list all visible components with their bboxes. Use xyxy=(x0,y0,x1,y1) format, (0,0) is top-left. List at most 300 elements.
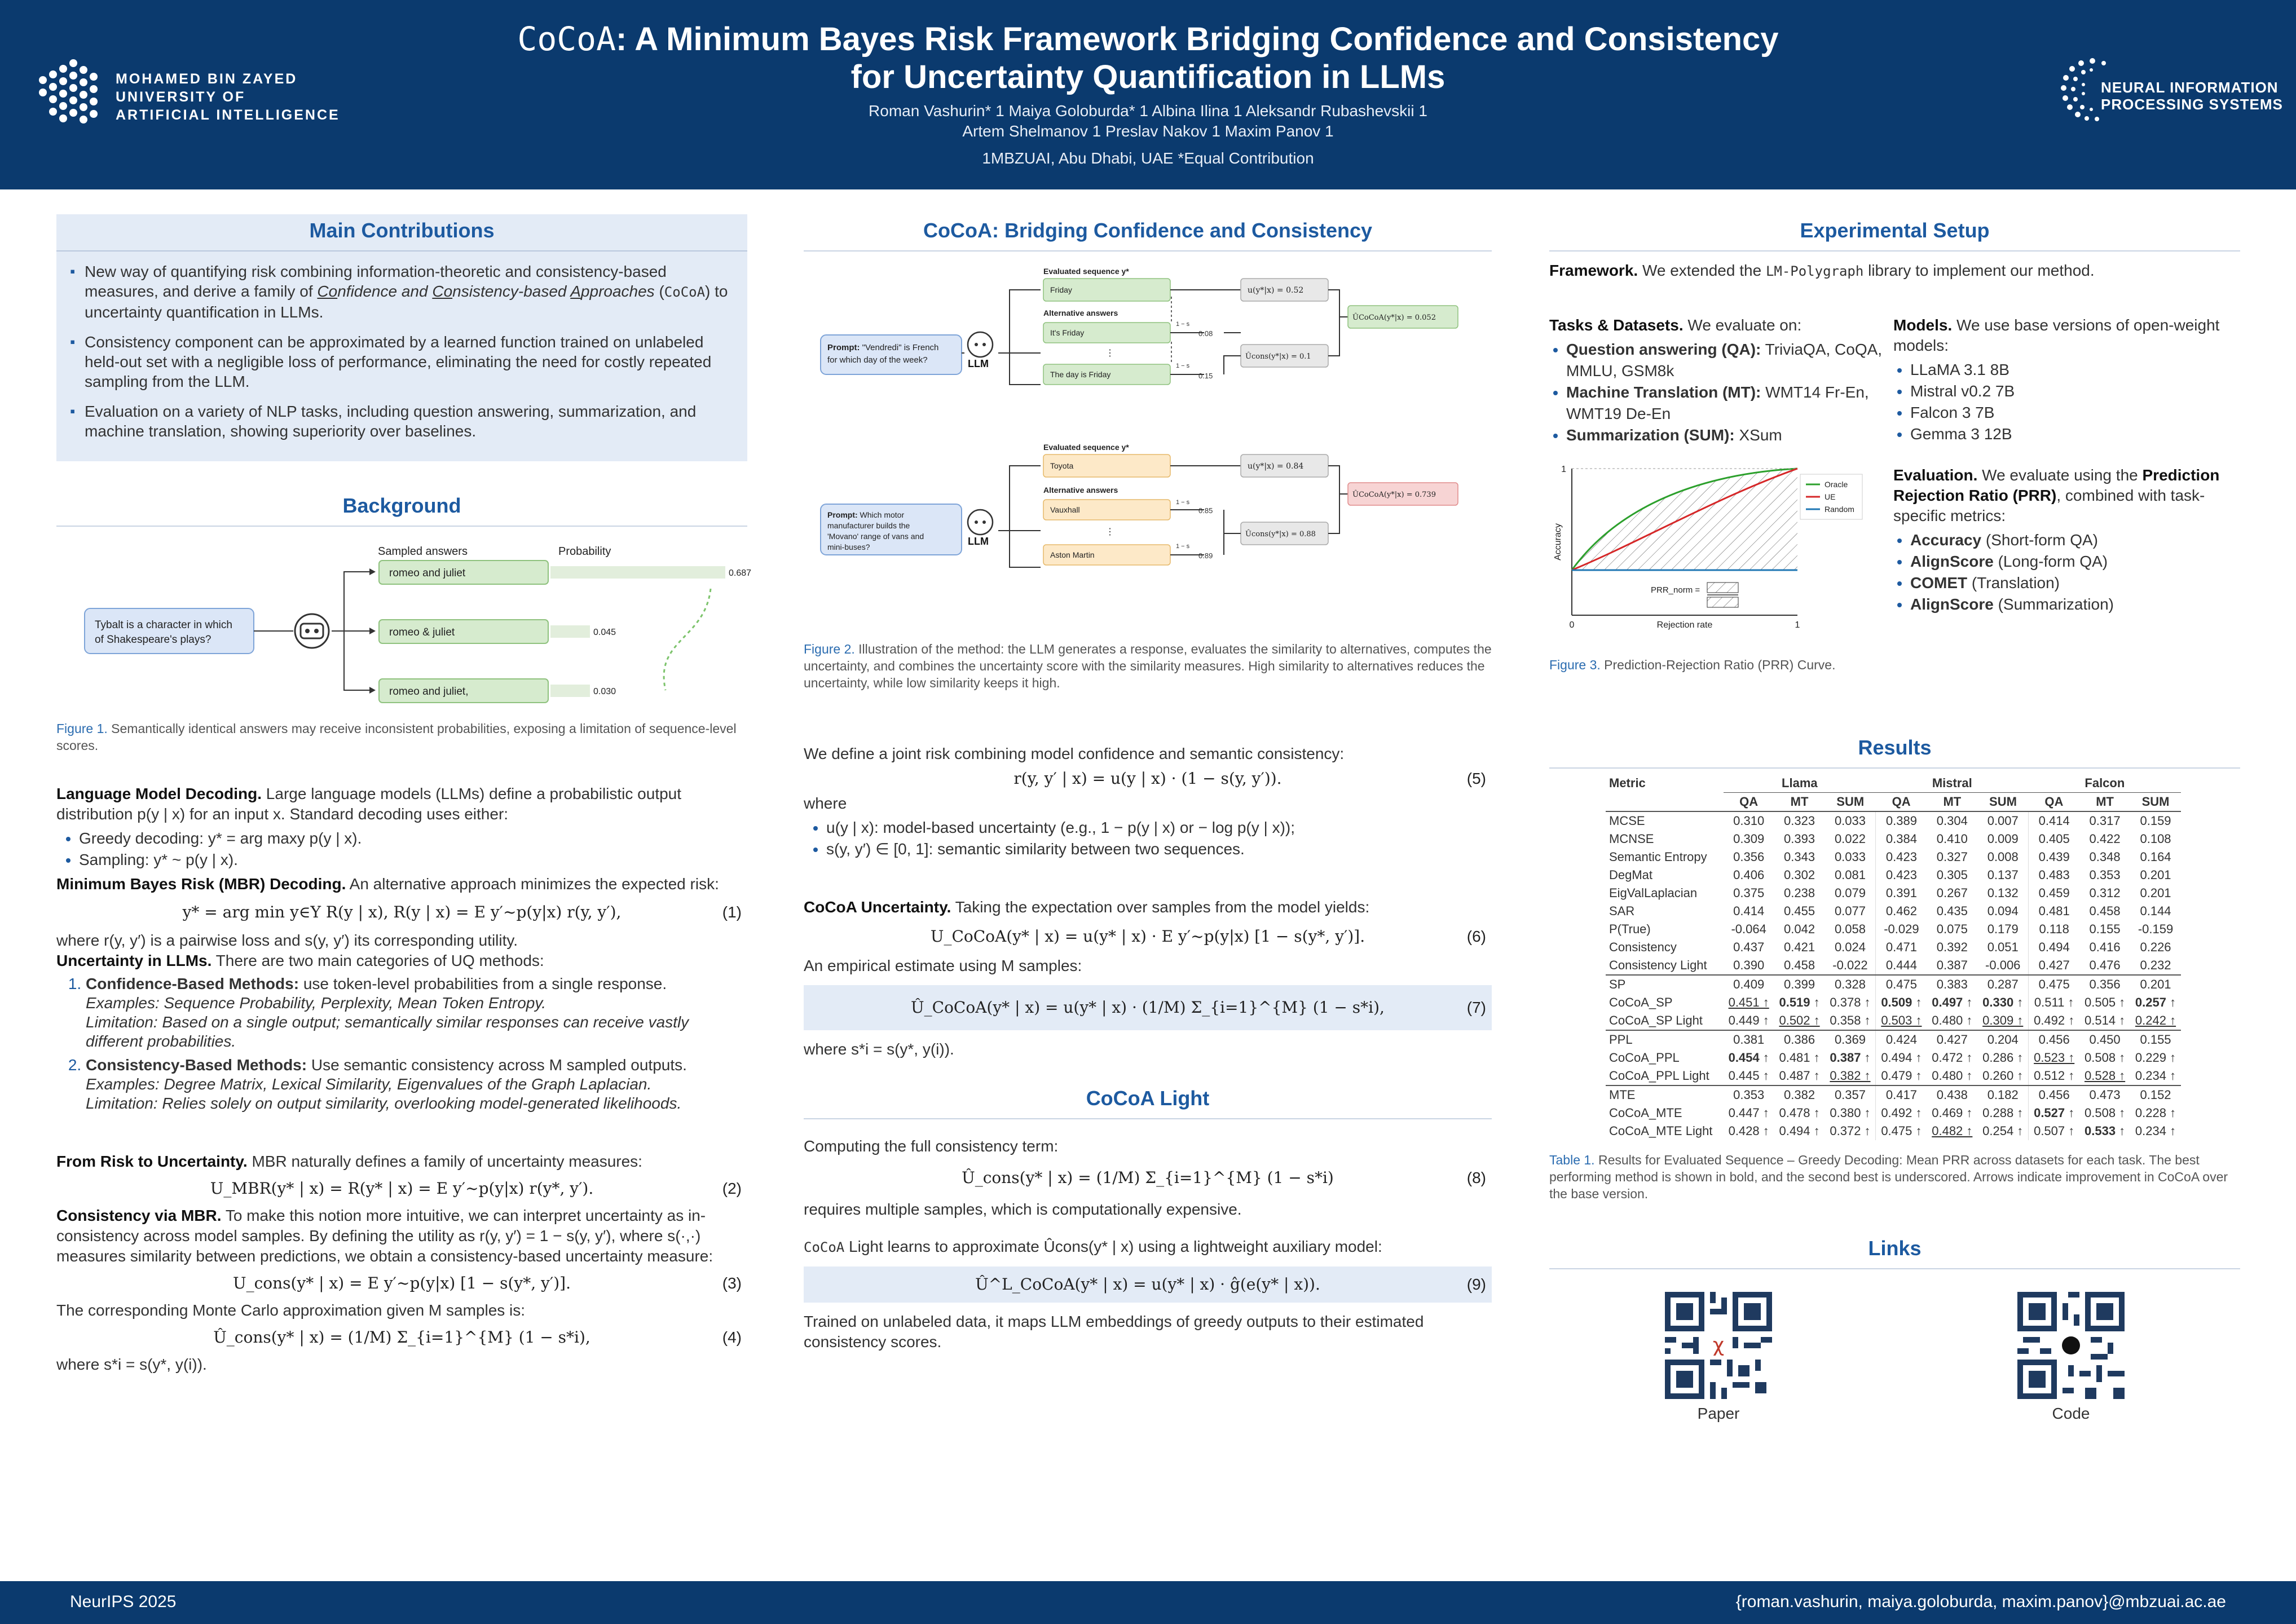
fig2-robot-icon-top xyxy=(968,332,993,357)
poster-title-line1: CoCoA: A Minimum Bayes Risk Framework Bridging Confidence and Consistency xyxy=(517,20,1779,58)
svg-text:1: 1 xyxy=(1795,620,1800,630)
poster-header xyxy=(0,0,2296,189)
authors-line2: Artem Shelmanov 1 Preslav Nakov 1 Maxim Panov 1 xyxy=(962,122,1334,140)
table-cell: 0.494 ↑ xyxy=(1779,1124,1820,1138)
mbr-paragraph: Minimum Bayes Risk (MBR) Decoding. An alternative approach minimizes the expected risk: xyxy=(56,875,719,893)
table-cell: 0.480 ↑ xyxy=(1932,1013,1973,1027)
table-cell: 0.450 xyxy=(2079,1030,2130,1049)
equation-4: Û_cons(y* | x) = (1/M) Σ_{i=1}^{M} (1 − s*i), (4) xyxy=(213,1328,742,1347)
table-cell: 0.444 xyxy=(1876,956,1927,975)
affiliation: 1MBZUAI, Abu Dhabi, UAE *Equal Contribution xyxy=(982,149,1314,167)
svg-text:ÛCoCoA(y*|x) = 0.739: ÛCoCoA(y*|x) = 0.739 xyxy=(1352,491,1436,499)
table-cell: 0.438 xyxy=(1927,1085,1977,1104)
lm-decoding-paragraph: Language Model Decoding. Large language models (LLMs) define a probabilistic output distribution p(y | x) for an input x. Standard decoding uses either: xyxy=(56,785,682,823)
metric-name: PPL xyxy=(1606,1030,1724,1049)
table-cell: 0.514 ↑ xyxy=(2085,1013,2126,1027)
table-row xyxy=(1606,848,2181,866)
table-cell: 0.479 ↑ xyxy=(1876,1067,1927,1085)
svg-text:Random: Random xyxy=(1825,505,1854,514)
main-contributions-box xyxy=(56,214,747,461)
qr-icon xyxy=(1665,1292,1772,1399)
table-cell: 0.304 xyxy=(1927,811,1977,830)
table-cell: 0.476 xyxy=(2089,958,2121,972)
table-cell: 0.051 xyxy=(1987,940,2019,954)
table-cell: 0.254 ↑ xyxy=(1982,1124,2024,1138)
table-cell: 0.312 xyxy=(2089,886,2121,900)
neurips-logo-text: NEURAL INFORMATION PROCESSING SYSTEMS xyxy=(2101,79,2283,113)
metric-name: MTE xyxy=(1606,1085,1724,1104)
table-cell: 0.451 ↑ xyxy=(1728,995,1769,1009)
table-cell: 0.511 ↑ xyxy=(2029,994,2079,1012)
table-cell: 0.357 xyxy=(1825,1085,1876,1104)
svg-text:0: 0 xyxy=(1569,620,1575,630)
table-cell: 0.454 ↑ xyxy=(1728,1051,1769,1065)
section-heading-setup: Experimental Setup xyxy=(1549,214,2240,251)
svg-text:1 − s: 1 − s xyxy=(1176,543,1190,550)
setup-two-columns xyxy=(1549,315,2240,686)
model-item: • Gemma 3 12B xyxy=(1910,423,2240,445)
table-row xyxy=(1606,1104,2181,1122)
fig2-alternative-label-top: Alternative answers xyxy=(1043,308,1118,317)
table-cell: 0.081 xyxy=(1834,868,1866,882)
table-cell: 0.369 xyxy=(1825,1030,1876,1049)
table-row xyxy=(1606,902,2181,920)
table-row xyxy=(1606,1085,2181,1104)
table-cell: 0.330 ↑ xyxy=(1982,995,2024,1009)
where-item: • u(y | x): model-based uncertainty (e.g., 1 − p(y | x) or − log p(y | x)); xyxy=(826,817,1492,839)
equation-3: U_cons(y* | x) = E y′~p(y|x) [1 − s(y*, y′)]. (3) xyxy=(232,1274,742,1292)
fig2-llm-label-top: LLM xyxy=(968,358,989,369)
table-cell: 0.399 xyxy=(1774,975,1825,994)
table-cell: 0.164 xyxy=(2140,850,2171,864)
column-middle xyxy=(804,214,1492,1352)
paper-link-label[interactable]: Paper xyxy=(1697,1405,1740,1422)
svg-text:manufacturer builds the: manufacturer builds the xyxy=(827,521,910,530)
figure-1-sampled-answers xyxy=(56,527,752,707)
table-cell: 0.009 xyxy=(1987,832,2019,846)
table-cell: 0.523 ↑ xyxy=(2029,1049,2079,1067)
table-cell: 0.414 xyxy=(2029,811,2079,830)
monte-carlo-text: The corresponding Monte Carlo approximation given M samples is: xyxy=(56,1301,526,1319)
metric-item: • AlignScore (Long-form QA) xyxy=(1910,551,2240,572)
github-icon xyxy=(2062,1336,2080,1354)
section-heading-cocoa: CoCoA: Bridging Confidence and Consistency xyxy=(804,214,1492,251)
uq-method-item: 2. Consistency-Based Methods: Use semantic consistency across M sampled outputs. Examples: Degree Matrix, Lexical Similarity, Eigenvalues of the Graph Laplacian. Limitation: Relies solely on output similarity, overlooking model-generated likelihoods. xyxy=(86,1056,747,1113)
svg-text:0.08: 0.08 xyxy=(1198,329,1213,338)
table-cell: 0.503 ↑ xyxy=(1876,1012,1927,1030)
tasks-column xyxy=(1549,315,1893,686)
code-qr-code[interactable] xyxy=(2017,1292,2125,1399)
table-cell: 0.323 xyxy=(1774,811,1825,830)
table-cell: 0.381 xyxy=(1724,1030,1774,1049)
table-cell: 0.494 xyxy=(2029,938,2079,956)
table-cell: 0.033 xyxy=(1825,811,1876,830)
metric-name: MCSE xyxy=(1606,811,1724,830)
equation-5: r(y, y′ | x) = u(y | x) · (1 − s(y, y′)). (5) xyxy=(1013,769,1486,788)
decoding-list xyxy=(56,828,747,871)
table-cell: 0.305 xyxy=(1936,868,1968,882)
svg-text:UE: UE xyxy=(1825,492,1836,501)
table-cell: 0.417 xyxy=(1876,1085,1927,1104)
table-cell: 0.459 xyxy=(2029,884,2079,902)
svg-text:1 − s: 1 − s xyxy=(1176,321,1190,328)
table-row xyxy=(1606,975,2181,994)
table-cell: 0.310 xyxy=(1724,811,1774,830)
task-item: • Summarization (SUM): XSum xyxy=(1566,425,1893,446)
equation-8: Û_cons(y* | x) = (1/M) Σ_{i=1}^{M} (1 − s*i) (8) xyxy=(962,1168,1486,1187)
table-cell: 0.455 xyxy=(1784,904,1815,918)
where-item: • s(y, y′) ∈ [0, 1]: semantic similarity between two sequences. xyxy=(826,839,1492,860)
fig1-sampled-label: Sampled answers xyxy=(378,545,468,558)
metric-name: DegMat xyxy=(1609,868,1653,882)
computing-text: Computing the full consistency term: xyxy=(804,1137,1059,1155)
table-cell: 0.077 xyxy=(1834,904,1866,918)
table-cell: 0.445 ↑ xyxy=(1728,1069,1769,1083)
table-row xyxy=(1606,1012,2181,1030)
table-cell: 0.287 xyxy=(1977,975,2028,994)
metric-name: CoCoA_MTE xyxy=(1609,1106,1682,1120)
fig2-prompt1-line2: for which day of the week? xyxy=(827,355,928,365)
model-item: • LLaMA 3.1 8B xyxy=(1910,359,2240,381)
table-cell: 0.487 ↑ xyxy=(1779,1069,1820,1083)
fig1-question-line1: Tybalt is a character in which xyxy=(95,619,232,631)
table-cell: 0.382 ↑ xyxy=(1830,1069,1871,1083)
svg-text:Alternative answers: Alternative answers xyxy=(1043,486,1118,495)
where-1: where r(y, y′) is a pairwise loss and s(y, y′) its corresponding utility. xyxy=(56,932,518,949)
where-7: where s*i = s(y*, y(i)). xyxy=(804,1040,954,1058)
table-cell: 0.502 ↑ xyxy=(1779,1013,1820,1027)
models-paragraph: Models. We use base versions of open-weight models: xyxy=(1893,316,2220,354)
svg-text:u(y*|x) = 0.84: u(y*|x) = 0.84 xyxy=(1248,462,1304,471)
table-cell: 0.456 xyxy=(2029,1030,2079,1049)
poster-footer xyxy=(0,1581,2296,1624)
table-cell: -0.029 xyxy=(1876,920,1927,938)
table-cell: 0.118 xyxy=(2029,920,2079,938)
metric-name: Consistency xyxy=(1609,940,1677,954)
svg-text:1 − s: 1 − s xyxy=(1176,499,1190,506)
table-cell: 0.302 xyxy=(1784,868,1815,882)
metric-name: EigValLaplacian xyxy=(1609,886,1698,900)
task-item: • Question answering (QA): TriviaQA, CoQA, MMLU, GSM8k xyxy=(1566,339,1893,382)
table-cell: 0.108 xyxy=(2140,832,2171,846)
metric-item: • AlignScore (Summarization) xyxy=(1910,594,2240,615)
fig1-probability-bar xyxy=(550,685,590,697)
svg-text:χ: χ xyxy=(1712,1334,1725,1357)
table-cell: 0.482 ↑ xyxy=(1932,1124,1973,1138)
figure-2-method-illustration xyxy=(804,263,1492,635)
table-cell: 0.416 xyxy=(2089,940,2121,954)
code-link-label[interactable]: Code xyxy=(2052,1405,2090,1422)
table-cell: 0.422 xyxy=(2089,832,2121,846)
section-heading-contributions: Main Contributions xyxy=(56,214,747,251)
uq-methods-list xyxy=(56,974,747,1113)
table-cell: 0.410 xyxy=(1936,832,1968,846)
contribution-item: ▪ New way of quantifying risk combining information-theoretic and consistency-based measures, and derive a family of Confidence and Consistency-based Approaches (CoCoA) to uncertainty quantification in LLMs. xyxy=(70,262,734,322)
fig2-alt1b: The day is Friday xyxy=(1050,370,1111,379)
metric-item: • Accuracy (Short-form QA) xyxy=(1910,529,2240,551)
table-cell: 0.428 ↑ xyxy=(1728,1124,1769,1138)
section-heading-cocoa-light: CoCoA Light xyxy=(804,1082,1492,1119)
table-cell: 0.152 xyxy=(2130,1085,2181,1104)
links-area xyxy=(1549,1269,2240,1455)
table-cell: 0.449 ↑ xyxy=(1728,1013,1769,1027)
table-cell: 0.288 ↑ xyxy=(1982,1106,2024,1120)
table-cell: 0.353 xyxy=(2089,868,2121,882)
svg-text:Ûcons(y*|x) = 0.1: Ûcons(y*|x) = 0.1 xyxy=(1245,352,1311,361)
table-cell: 0.480 ↑ xyxy=(1932,1069,1973,1083)
uncertainty-paragraph: Uncertainty in LLMs. There are two main categories of UQ methods: xyxy=(56,952,544,969)
table-row xyxy=(1606,994,2181,1012)
table-cell: 0.201 xyxy=(2130,975,2181,994)
footer-emails[interactable]: {roman.vashurin, maiya.goloburda, maxim.panov}@mbzuai.ac.ae xyxy=(1735,1592,2226,1611)
table-row xyxy=(1606,1067,2181,1085)
table-cell: 0.353 xyxy=(1724,1085,1774,1104)
table-cell: 0.159 xyxy=(2130,811,2181,830)
table-cell: 0.391 xyxy=(1876,884,1927,902)
section-heading-background: Background xyxy=(56,489,747,527)
table-cell: 0.527 ↑ xyxy=(2029,1104,2079,1122)
column-right xyxy=(1549,214,2240,1455)
table-row xyxy=(1606,1049,2181,1067)
table-row xyxy=(1606,866,2181,884)
metric-header: Metric xyxy=(1609,776,1646,790)
table-cell: 0.075 xyxy=(1936,922,1968,936)
fig1-probability-label: 0.045 xyxy=(593,628,616,637)
table-cell: 0.328 xyxy=(1825,975,1876,994)
table-cell: 0.471 xyxy=(1876,938,1927,956)
table-cell: 0.343 xyxy=(1784,850,1815,864)
table-cell: 0.437 xyxy=(1733,940,1765,954)
svg-text:Aston Martin: Aston Martin xyxy=(1050,550,1095,559)
model-item: • Mistral v0.2 7B xyxy=(1910,381,2240,402)
qr-icon xyxy=(2017,1292,2125,1399)
table-cell: 0.512 ↑ xyxy=(2029,1067,2079,1085)
evaluation-paragraph: Evaluation. We evaluate using the Prediction Rejection Ratio (PRR), combined with task-specific metrics: xyxy=(1893,466,2220,524)
table-cell: 0.242 ↑ xyxy=(2135,1013,2176,1027)
model-item: • Falcon 3 7B xyxy=(1910,402,2240,423)
table-cell: 0.383 xyxy=(1927,975,1977,994)
tasks-list xyxy=(1549,339,1893,446)
metric-name: P(True) xyxy=(1609,922,1651,936)
table-cell: 0.392 xyxy=(1936,940,1968,954)
svg-text:'Movano' range of vans and: 'Movano' range of vans and xyxy=(827,532,924,541)
fig1-answer-text: romeo & juliet xyxy=(389,626,455,638)
paper-qr-code[interactable] xyxy=(1665,1292,1772,1399)
table-cell: 0.462 xyxy=(1876,902,1927,920)
equation-1: y* = arg min y∈Y R(y | x), R(y | x) = E y′~p(y|x) r(y, y′), (1) xyxy=(182,903,742,921)
table-cell: 0.204 xyxy=(1977,1030,2028,1049)
table-row xyxy=(1606,1122,2181,1140)
table-cell: 0.481 xyxy=(2029,902,2079,920)
metric-name: CoCoA_SP Light xyxy=(1609,1013,1703,1027)
table-cell: 0.533 ↑ xyxy=(2085,1124,2126,1138)
fig2-prompt1-box xyxy=(821,335,962,374)
table-cell: 0.327 xyxy=(1936,850,1968,864)
table-cell: 0.492 ↑ xyxy=(2029,1012,2079,1030)
table-cell: 0.509 ↑ xyxy=(1876,994,1927,1012)
metric-item: • COMET (Translation) xyxy=(1910,572,2240,594)
uq-method-item: 1. Confidence-Based Methods: use token-level probabilities from a single response. Examples: Sequence Probability, Perplexity, Mean Token Entropy. Limitation: Based on a single output; semantically similar responses can receive vastly different probabilities. xyxy=(86,974,747,1051)
table-cell: 0.267 xyxy=(1936,886,1968,900)
table-cell: 0.079 xyxy=(1834,886,1866,900)
svg-text:Prompt: Which motor: Prompt: Which motor xyxy=(827,510,905,519)
table-row xyxy=(1606,938,2181,956)
results-table: Metric Llama Mistral Falcon QA MT SUM QA MT SUM QA MT SUM MCSE 0.310 0.323 0.033 0.389 0.304 0.007 0.414 0.317 0.159 MCNSE 0.309 0.393 0.022 0.384 0.410 0.009 0.405 0.422 0.108 Semantic Entropy 0.356 0.343 0.033 0.423 0.327 0.008 0.439 0.348 0.164 DegMat 0.406 0.302 0.081 0.423 0.305 0.137 0.483 0.353 0.201 EigValLaplacian 0.375 0.238 0.079 0.391 0.267 0.132 0.459 0.312 0.201 SAR 0.414 0.455 0.077 0.462 0.435 0.094 0.481 0.458 0.144 P(True) -0.064 0.042 0.058 -0.029 0.075 0.179 0.118 0.155 -0.159 Consistency 0.437 0.421 0.024 0.471 0.392 0.051 0.494 0.416 0.226 Consistency Light 0.390 0.458 -0.022 0.444 0.387 -0.006 0.427 0.476 0.232 SP 0.409 0.399 0.328 0.475 0.383 0.287 0.475 0.356 0.201 CoCoA_SP 0.451 ↑ 0.519 ↑ 0.378 ↑ 0.509 ↑ 0.497 ↑ 0.330 ↑ 0.511 ↑ 0.505 ↑ 0.257 ↑ CoCoA_SP Light 0.449 ↑ 0.502 ↑ 0.358 ↑ 0.503 ↑ 0.480 ↑ 0.309 ↑ 0.492 ↑ 0.514 ↑ 0.242 ↑ PPL 0.381 0.386 0.369 0.424 0.427 0.204 0.456 0.450 0.155 CoCoA_PPL 0.454 ↑ 0.481 ↑ 0.387 ↑ 0.494 ↑ 0.472 ↑ 0.286 ↑ 0.523 ↑ 0.508 ↑ 0.229 ↑ CoCoA_PPL Light 0.445 ↑ 0.487 ↑ 0.382 ↑ 0.479 ↑ 0.480 ↑ 0.260 ↑ 0.512 ↑ 0.528 ↑ 0.234 ↑ MTE 0.353 0.382 0.357 0.417 0.438 0.182 0.456 0.473 0.152 CoCoA_MTE 0.447 ↑ 0.478 ↑ 0.380 ↑ 0.492 ↑ 0.469 ↑ 0.288 ↑ 0.527 ↑ 0.508 ↑ 0.228 ↑ CoCoA_MTE Light 0.428 ↑ 0.494 ↑ 0.372 ↑ 0.475 ↑ 0.482 ↑ 0.254 ↑ 0.507 ↑ 0.533 ↑ 0.234 ↑ xyxy=(1606,774,2181,1140)
table-cell: 0.356 xyxy=(2079,975,2130,994)
table-cell: 0.472 ↑ xyxy=(1932,1051,1973,1065)
task-item: • Machine Translation (MT): WMT14 Fr-En, WMT19 De-En xyxy=(1566,382,1893,425)
svg-text:⋮: ⋮ xyxy=(1105,348,1114,358)
consistency-mbr-paragraph: Consistency via MBR. To make this notion more intuitive, we can interpret uncertainty as in-consistency across model samples. By defining the utility as r(y, y′) = 1 − s(y, y′), where s(·,·) measures similarity between predictions, we obtain a consistency-based uncertainty measure: xyxy=(56,1207,713,1265)
table-cell: 0.384 xyxy=(1876,830,1927,848)
table-cell: 0.406 xyxy=(1733,868,1765,882)
table-cell: 0.132 xyxy=(1987,886,2019,900)
table-cell: 0.348 xyxy=(2089,850,2121,864)
authors-line1: Roman Vashurin* 1 Maiya Goloburda* 1 Albina Ilina 1 Aleksandr Rubashevskii 1 xyxy=(869,102,1427,120)
table-cell: 0.201 xyxy=(2140,886,2171,900)
svg-text:PRR_norm =: PRR_norm = xyxy=(1651,585,1700,595)
table-cell: 0.447 ↑ xyxy=(1728,1106,1769,1120)
table-cell: 0.475 xyxy=(2029,975,2079,994)
prr-ylabel: Accuracy xyxy=(1553,523,1563,561)
table-cell: 0.234 ↑ xyxy=(2135,1124,2176,1138)
table-cell: 0.234 ↑ xyxy=(2135,1069,2176,1083)
svg-text:u(y*|x) = 0.52: u(y*|x) = 0.52 xyxy=(1248,286,1304,295)
trained-text: Trained on unlabeled data, it maps LLM embeddings of greedy outputs to their estimated consistency scores. xyxy=(804,1313,1424,1351)
tasks-paragraph: Tasks & Datasets. We evaluate on: xyxy=(1549,316,1802,334)
table-cell: 0.358 ↑ xyxy=(1830,1013,1871,1027)
fig1-answer-text: romeo and juliet xyxy=(389,567,466,579)
empirical-text: An empirical estimate using M samples: xyxy=(804,957,1082,974)
fig2-seq1: Friday xyxy=(1050,285,1072,294)
metric-name: Semantic Entropy xyxy=(1609,850,1707,864)
risk-paragraph: From Risk to Uncertainty. MBR naturally defines a family of uncertainty measures: xyxy=(56,1153,642,1170)
table-row xyxy=(1606,811,2181,830)
section-heading-results: Results xyxy=(1549,731,2240,769)
fig1-question-line2: of Shakespeare's plays? xyxy=(95,634,211,646)
table-cell: 0.155 xyxy=(2089,922,2121,936)
table-cell: 0.435 xyxy=(1936,904,1968,918)
equation-2: U_MBR(y* | x) = R(y* | x) = E y′~p(y|x) r(y*, y′). (2) xyxy=(210,1179,742,1198)
table-cell: 0.508 ↑ xyxy=(2085,1051,2126,1065)
column-left xyxy=(56,214,752,1375)
table-cell: 0.405 xyxy=(2029,830,2079,848)
table-cell: 0.458 xyxy=(2089,904,2121,918)
table-cell: 0.317 xyxy=(2079,811,2130,830)
table-cell: -0.064 xyxy=(1731,922,1766,936)
poster-title-line2: for Uncertainty Quantification in LLMs xyxy=(850,59,1446,95)
equation-6: U_CoCoA(y* | x) = u(y* | x) · E y′~p(y|x) [1 − s(y*, y′)]. (6) xyxy=(930,927,1486,946)
footer-venue: NeurIPS 2025 xyxy=(70,1592,177,1611)
figure-3-prr-curve xyxy=(1549,457,1888,643)
svg-text:Oracle: Oracle xyxy=(1825,480,1848,489)
table-cell: 0.421 xyxy=(1784,940,1815,954)
table-cell: 0.475 ↑ xyxy=(1876,1122,1927,1140)
svg-text:0.15: 0.15 xyxy=(1198,372,1213,380)
table-cell: 0.483 xyxy=(2029,866,2079,884)
metric-name: CoCoA_PPL xyxy=(1609,1051,1680,1065)
contribution-item: ▪ Consistency component can be approximated by a learned function trained on unlabeled held-out set with a negligible loss of performance, eliminating the need for costly repeated sampling from the LLM. xyxy=(70,332,734,391)
table-row xyxy=(1606,884,2181,902)
models-list xyxy=(1893,359,2240,445)
mbzuai-logo-text: MOHAMED BIN ZAYED UNIVERSITY OF ARTIFICIAL INTELLIGENCE xyxy=(116,71,340,123)
metric-name: MCNSE xyxy=(1609,832,1654,846)
section-heading-links: Links xyxy=(1549,1232,2240,1269)
table-cell: 0.528 ↑ xyxy=(2085,1069,2126,1083)
metric-name: CoCoA_SP xyxy=(1609,995,1673,1009)
table-cell: 0.226 xyxy=(2140,940,2171,954)
table-cell: 0.007 xyxy=(1977,811,2028,830)
table-cell: 0.469 ↑ xyxy=(1932,1106,1973,1120)
table-cell: 0.382 xyxy=(1774,1085,1825,1104)
equation-7: Û_CoCoA(y* | x) = u(y* | x) · (1/M) Σ_{i=1}^{M} (1 − s*i), (7) xyxy=(804,985,1492,1030)
table-cell: 0.386 xyxy=(1774,1030,1825,1049)
table-cell: 0.238 xyxy=(1784,886,1815,900)
fig1-llm-robot-icon xyxy=(295,614,329,648)
table-cell: 0.481 ↑ xyxy=(1779,1051,1820,1065)
table-cell: 0.380 ↑ xyxy=(1830,1106,1871,1120)
svg-text:Evaluated sequence y*: Evaluated sequence y* xyxy=(1043,443,1129,452)
table-cell: 0.439 xyxy=(2029,848,2079,866)
table-cell: 0.473 xyxy=(2079,1085,2130,1104)
svg-text:1: 1 xyxy=(1561,465,1566,474)
figure-3-caption: Figure 3. Prediction-Rejection Ratio (PRR) Curve. xyxy=(1549,657,1836,672)
joint-risk-text: We define a joint risk combining model confidence and semantic consistency: xyxy=(804,745,1345,762)
svg-text:mini-buses?: mini-buses? xyxy=(827,542,870,551)
table-cell: 0.478 ↑ xyxy=(1779,1106,1820,1120)
table-cell: 0.456 xyxy=(2029,1085,2079,1104)
fig2-alt1a: It's Friday xyxy=(1050,328,1085,337)
prr-xlabel: Rejection rate xyxy=(1656,620,1713,630)
fig2-prompt1-line1: Prompt: "Vendredi" is French xyxy=(827,343,939,352)
table-cell: 0.229 ↑ xyxy=(2135,1051,2176,1065)
fig1-probability-label: 0.030 xyxy=(593,687,616,696)
fig1-probability-bar xyxy=(550,625,590,638)
metric-name: SAR xyxy=(1609,904,1635,918)
table-row xyxy=(1606,830,2181,848)
table-cell: 0.309 xyxy=(1733,832,1765,846)
table-cell: 0.409 xyxy=(1724,975,1774,994)
table-cell: 0.022 xyxy=(1834,832,1866,846)
table-cell: 0.393 xyxy=(1784,832,1815,846)
metric-name: Consistency Light xyxy=(1609,958,1707,972)
svg-text:Toyota: Toyota xyxy=(1050,461,1074,470)
decoding-item: • Sampling: y* ~ p(y | x). xyxy=(79,849,747,871)
svg-text:ÛCoCoA(y*|x) = 0.052: ÛCoCoA(y*|x) = 0.052 xyxy=(1352,314,1436,322)
svg-text:0.85: 0.85 xyxy=(1198,506,1213,515)
figure-2-caption: Figure 2. Illustration of the method: the LLM generates a response, evaluates the similarity to alternatives, computes the uncertainty, and combines the uncertainty score with the similarity measures. High similarity to alternatives reduces the uncertainty, while low similarity keeps it high. xyxy=(804,642,1492,690)
table-cell: 0.260 ↑ xyxy=(1982,1069,2024,1083)
fig1-answer-text: romeo and juliet, xyxy=(389,686,469,698)
table-cell: 0.228 ↑ xyxy=(2135,1106,2176,1120)
table-cell: 0.414 xyxy=(1733,904,1765,918)
table-row xyxy=(1606,956,2181,975)
table-cell: 0.356 xyxy=(1733,850,1765,864)
table-cell: 0.507 ↑ xyxy=(2029,1122,2079,1140)
svg-text:⋮: ⋮ xyxy=(1105,527,1114,537)
table-cell: 0.155 xyxy=(2130,1030,2181,1049)
table-cell: 0.058 xyxy=(1834,922,1866,936)
figure-1-caption: Figure 1. Semantically identical answers may receive inconsistent probabilities, exposing a limitation of sequence-level scores. xyxy=(56,721,737,753)
where-list xyxy=(804,817,1492,860)
svg-text:0.89: 0.89 xyxy=(1198,551,1213,560)
learns-text: CoCoA Light learns to approximate Ûcons(y* | x) using a lightweight auxiliary model: xyxy=(804,1238,1382,1255)
table-cell: 0.387 ↑ xyxy=(1830,1051,1871,1065)
table-cell: 0.458 xyxy=(1784,958,1815,972)
table-cell: 0.257 ↑ xyxy=(2135,995,2176,1009)
fig1-probability-label: 0.687 xyxy=(729,568,752,578)
table-cell: 0.378 ↑ xyxy=(1830,995,1871,1009)
